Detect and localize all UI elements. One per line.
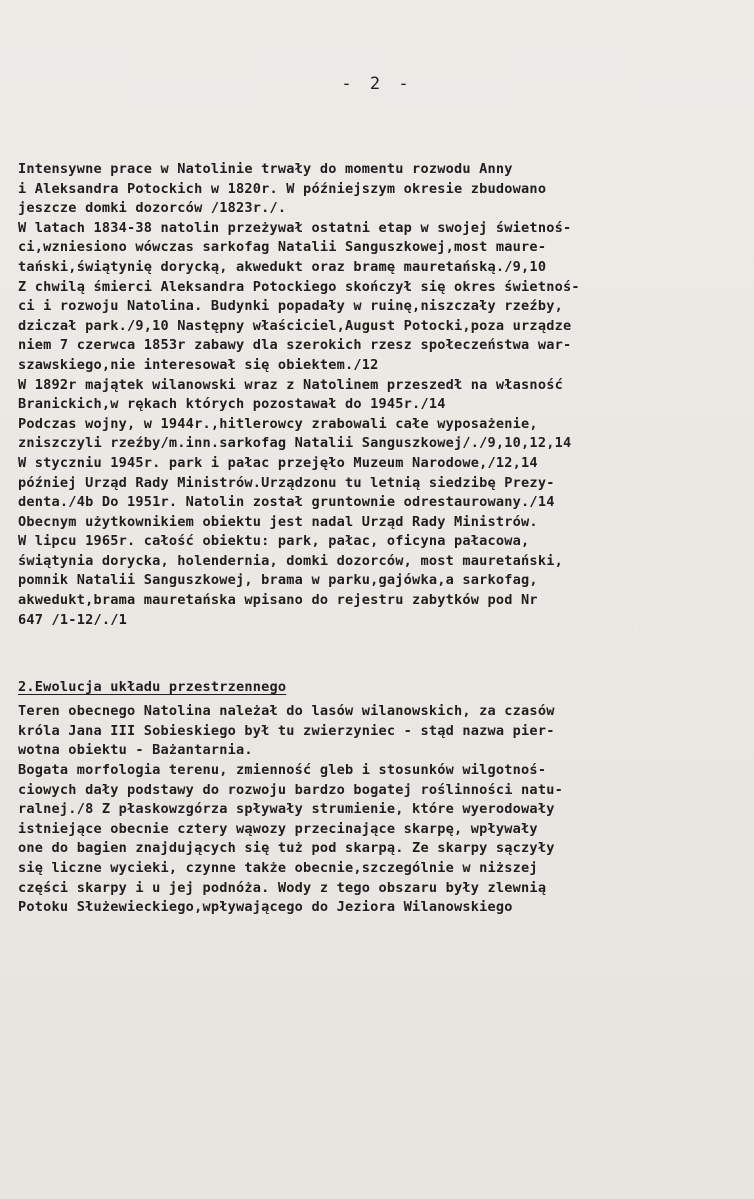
text-line: Teren obecnego Natolina należał do lasów wilanowskich, za czasów [18,703,555,720]
paragraph-spatial-evolution [18,702,728,918]
text-line: świątynia dorycka, holendernia, domki dozorców, most mauretański, [18,552,563,569]
text-line: i Aleksandra Potockich w 1820r. W późniejszym okresie zbudowano [18,180,547,197]
text-line: szawskiego,nie interesował się obiektem./12 [18,356,379,373]
text-line: się liczne wycieki, czynne także obecnie,szczególnie w niższej [18,860,538,876]
paragraph-history [18,160,728,630]
text-line: istniejące obecnie cztery wąwozy przecinające skarpę, wpływały [18,820,538,837]
text-line: 647 /1-12/./1 [18,611,127,628]
text-line: ci,wzniesiono wówczas sarkofag Natalii Sanguszkowej,most maure- [18,239,547,256]
text-line: ci i rozwoju Natolina. Budynki popadały w ruinę,niszczały rzeźby, [18,298,563,315]
text-line: W 1892r majątek wilanowski wraz z Natolinem przeszedł na własność [18,376,563,393]
text-line: jeszcze domki dozorców /1823r./. [18,200,287,217]
text-line: Branickich,w rękach których pozostawał do 1945r./14 [18,396,446,413]
page-number: - 2 - [341,74,413,94]
text-line: części skarpy i u jej podnóża. Wody z tego obszaru były zlewnią [18,879,547,896]
text-line: ciowych dały podstawy do rozwoju bardzo bogatej roślinności natu- [18,781,563,798]
text-line: zniszczyli rzeźby/m.inn.sarkofag Natalii Sanguszkowej/./9,10,12,14 [18,435,572,452]
section-spacer [18,630,728,672]
text-line: Obecnym użytkownikiem obiektu jest nadal Urząd Rady Ministrów. [18,513,538,530]
text-line: denta./4b Do 1951r. Natolin został gruntownie odrestaurowany./14 [18,494,555,511]
text-line: ralnej./8 Z płaskowzgórza spływały strumienie, które wyerodowały [18,801,555,818]
text-line: W lipcu 1965r. całość obiektu: park, pałac, oficyna pałacowa, [18,533,530,550]
text-line: W latach 1834-38 natolin przeżywał ostatni etap w swojej świetnoś- [18,219,572,236]
text-line: Potoku Służewieckiego,wpływającego do Jeziora Wilanowskiego [18,899,513,916]
text-line: akwedukt,brama mauretańska wpisano do rejestru zabytków pod Nr [18,592,538,609]
text-line: Intensywne prace w Natolinie trwały do momentu rozwodu Anny [18,161,513,177]
text-line: króla Jana III Sobieskiego był tu zwierzyniec - stąd nazwa pier- [18,722,555,739]
text-line: W styczniu 1945r. park i pałac przejęło Muzeum Narodowe,/12,14 [18,454,538,471]
text-line: Podczas wojny, w 1944r.,hitlerowcy zrabowali całe wyposażenie, [18,415,538,432]
text-line: dziczał park./9,10 Następny właściciel,August Potocki,poza urządze [18,317,572,334]
text-line: pomnik Natalii Sanguszkowej, brama w parku,gajówka,a sarkofag, [18,572,538,589]
text-line: Z chwilą śmierci Aleksandra Potockiego skończył się okres świetnoś- [18,278,580,295]
text-line: później Urząd Rady Ministrów.Urządzonu tu letnią siedzibę Prezy- [18,474,555,491]
text-line: tański,świątynię dorycką, akwedukt oraz bramę mauretańską./9,10 [18,258,547,275]
text-line: niem 7 czerwca 1853r zabawy dla szerokich rzesz społeczeństwa war- [18,337,572,354]
section-heading: 2.Ewolucja układu przestrzennego [18,679,287,696]
text-line: Bogata morfologia terenu, zmienność gleb i stosunków wilgotnoś- [18,762,547,779]
text-line: one do bagien znajdujących się tuż pod skarpą. Ze skarpy sączyły [18,840,555,857]
document-body [18,160,728,918]
text-line: wotna obiektu - Bażantarnia. [18,742,253,759]
